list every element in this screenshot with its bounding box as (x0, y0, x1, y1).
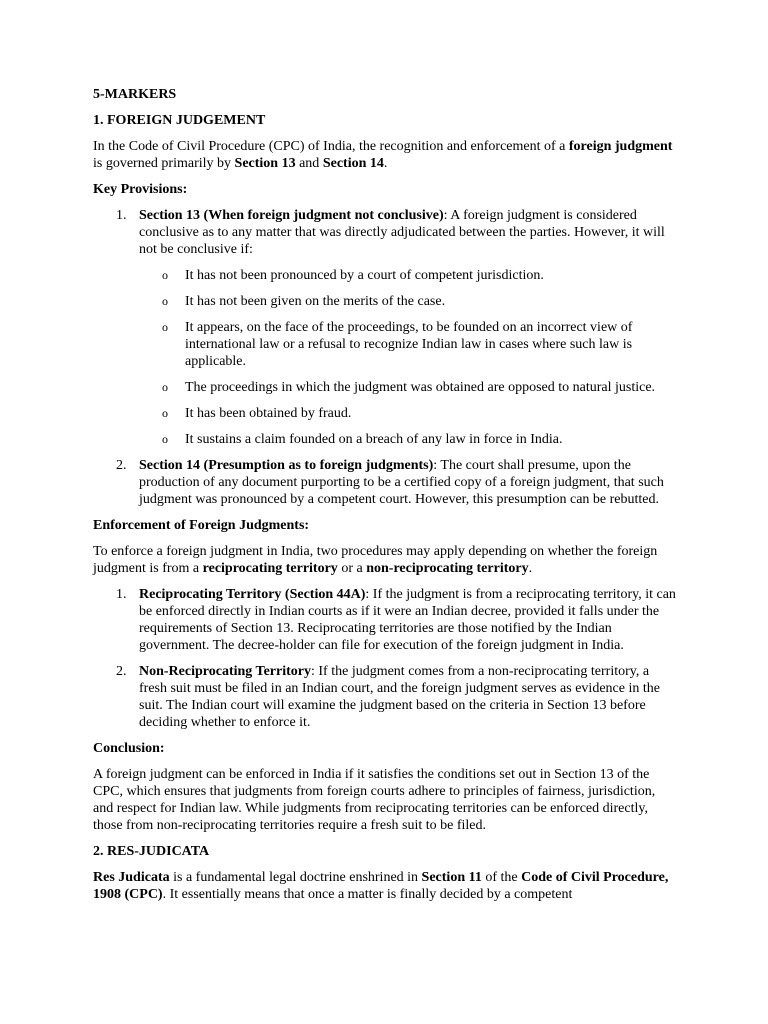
conclusion-text: A foreign judgment can be enforced in India if it satisfies the conditions set out in Section 13 of the CPC, which ensures that judgments from foreign courts adhere to principles of fairness, jurisdiction, and respect for Indian law. While judgments from reciprocating territories can be enforced directly, those from non-reciprocating territories require a fresh suit to be filed. (93, 767, 656, 833)
list-item (93, 586, 678, 654)
enforcement-intro (93, 543, 678, 577)
list-item-body: It appears, on the face of the proceedings, to be founded on an incorrect view of international law or a refusal to recognize Indian law in cases where such law is applicable. (185, 320, 633, 369)
intro-bold-term: non-reciprocating territory (366, 561, 529, 576)
list-item (139, 319, 678, 370)
key-provisions-list (93, 207, 678, 508)
list-item-text (139, 207, 678, 258)
intro-bold-term: foreign judgment (568, 139, 673, 154)
intro-text: of the (481, 870, 522, 885)
list-item-body: : A foreign judgment is considered conclusive as to any matter that was directly adjudicated between the parties. However, it will not be conclusive if: (139, 208, 665, 257)
list-item-body: : If the judgment comes from a non-reciprocating territory, a fresh suit must be filed in an Indian court, and the foreign judgment serves as evidence in the suit. The Indian court will examine the judgment based on the criteria in Section 13 before deciding whether to enforce it. (139, 664, 660, 730)
bullet-icon: o (162, 432, 168, 446)
intro-text: is governed primarily by (93, 156, 235, 171)
intro-text: . It essentially means that once a matter is finally decided by a competent (162, 887, 573, 902)
list-item (139, 379, 678, 396)
list-item-body: It sustains a claim founded on a breach of any law in force in India. (185, 432, 563, 447)
bullet-icon: o (162, 320, 168, 334)
list-item-term: Section 14 (Presumption as to foreign judgments) (139, 458, 434, 473)
intro-bold-term: Code of Civil Procedure, 1908 (CPC) (93, 870, 669, 902)
list-item-body: It has been obtained by fraud. (185, 406, 352, 421)
key-provisions-heading: Key Provisions: (93, 182, 188, 197)
list-item (139, 431, 678, 448)
list-number: 2. (116, 664, 127, 679)
intro-text: and (295, 156, 323, 171)
conclusion-heading: Conclusion: (93, 741, 165, 756)
list-item (139, 293, 678, 310)
list-item-text (139, 457, 678, 508)
res-judicata-intro (93, 869, 678, 903)
intro-bold-term: reciprocating territory (202, 561, 338, 576)
list-item-body: It has not been pronounced by a court of competent jurisdiction. (185, 268, 544, 283)
list-item (93, 207, 678, 448)
list-item-body: It has not been given on the merits of the case. (185, 294, 446, 309)
list-item-text (139, 663, 678, 731)
list-item (93, 457, 678, 508)
intro-text: . (383, 156, 388, 171)
intro-bold-term: Res Judicata (93, 870, 170, 885)
list-item-term: Non-Reciprocating Territory (139, 664, 311, 679)
bullet-icon: o (162, 406, 168, 420)
intro-text: To enforce a foreign judgment in India, two procedures may apply depending on whether the foreign judgment is from a (93, 544, 658, 576)
list-number: 2. (116, 458, 127, 473)
intro-text: or a (337, 561, 367, 576)
intro-text: . (528, 561, 533, 576)
foreign-judgement-intro (93, 138, 678, 172)
bullet-icon: o (162, 268, 168, 282)
list-item-body: : The court shall presume, upon the production of any document purporting to be a certified copy of a foreign judgment, that such judgment was pronounced by a competent court. However, this presumption can be rebutted. (139, 458, 664, 507)
enforcement-list (93, 586, 678, 731)
list-item (139, 267, 678, 284)
list-number: 1. (116, 587, 127, 602)
bullet-icon: o (162, 380, 168, 394)
list-number: 1. (116, 208, 127, 223)
list-item-body: The proceedings in which the judgment was obtained are opposed to natural justice. (185, 380, 656, 395)
intro-text: is a fundamental legal doctrine enshrined in (169, 870, 422, 885)
bullet-icon: o (162, 294, 168, 308)
list-item-body: : If the judgment is from a reciprocating territory, it can be enforced directly in Indian courts as if it were an Indian decree, provided it falls under the requirements of Section 13. Reciprocating territories are those notified by the Indian government. The decree-holder can file for execution of the foreign judgment in India. (139, 587, 676, 653)
section-heading-res-judicata: 2. RES-JUDICATA (93, 844, 210, 859)
intro-bold-term: Section 11 (421, 870, 482, 885)
list-item (139, 405, 678, 422)
sub-bullet-list (139, 267, 678, 448)
list-item-term: Reciprocating Territory (Section 44A) (139, 587, 366, 602)
intro-text: In the Code of Civil Procedure (CPC) of India, the recognition and enforcement of a (93, 139, 569, 154)
list-item-term: Section 13 (When foreign judgment not conclusive) (139, 208, 444, 223)
list-item (93, 663, 678, 731)
intro-bold-term: Section 14 (322, 156, 384, 171)
list-item-text (139, 586, 678, 654)
enforcement-heading: Enforcement of Foreign Judgments: (93, 518, 310, 533)
document-title: 5-MARKERS (93, 87, 177, 102)
document-page (93, 86, 678, 912)
intro-bold-term: Section 13 (234, 156, 296, 171)
section-heading-foreign-judgement: 1. FOREIGN JUDGEMENT (93, 113, 266, 128)
